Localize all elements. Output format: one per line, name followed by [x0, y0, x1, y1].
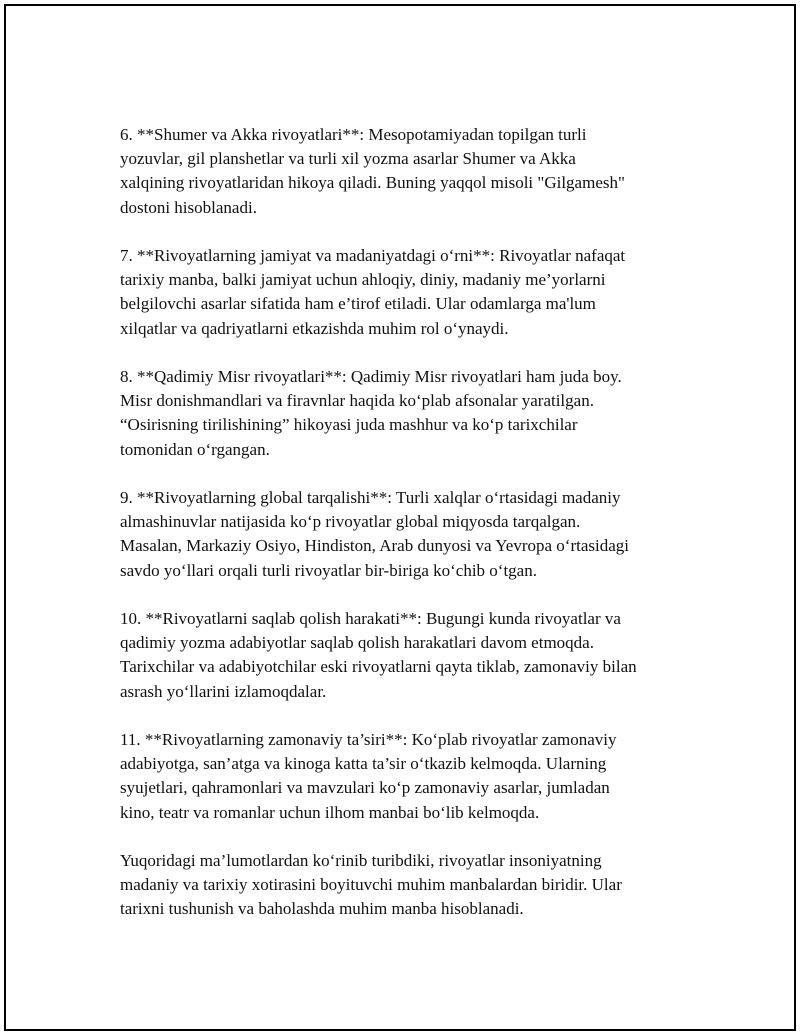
- paragraph-jamiyat-madaniyat: [120, 244, 690, 341]
- text-line: 7. **Rivoyatlarning jamiyat va madaniyatdagi o‘rni**: Rivoyatlar nafaqat: [120, 246, 626, 265]
- text-line: 8. **Qadimiy Misr rivoyatlari**: Qadimiy Misr rivoyatlari ham juda boy.: [120, 367, 622, 386]
- text-line: 10. **Rivoyatlarni saqlab qolish harakati**: Bugungi kunda rivoyatlar va: [120, 609, 621, 628]
- text-line: 9. **Rivoyatlarning global tarqalishi**: Turli xalqlar o‘rtasidagi madaniy: [120, 488, 621, 507]
- paragraph-zamonaviy-tasir: [120, 728, 690, 825]
- text-line: syujetlari, qahramonlari va mavzulari ko‘p zamonaviy asarlar, jumladan: [120, 778, 610, 798]
- text-line: xalqining rivoyatlaridan hikoya qiladi. Buning yaqqol misoli "Gilgamesh": [120, 173, 625, 193]
- paragraph-misr: [120, 365, 690, 462]
- text-line: tomonidan o‘rgangan.: [120, 439, 270, 459]
- paragraph-conclusion: [120, 849, 690, 922]
- text-line: 6. **Shumer va Akka rivoyatlari**: Mesopotamiyadan topilgan turli: [120, 125, 587, 144]
- text-line: savdo yo‘llari orqali turli rivoyatlar bir-biriga ko‘chib o‘tgan.: [120, 560, 537, 580]
- text-line: Tarixchilar va adabiyotchilar eski rivoyatlarni qayta tiklab, zamonaviy bilan: [120, 657, 637, 677]
- text-line: Yuqoridagi ma’lumotlardan ko‘rinib turibdiki, rivoyatlar insoniyatning: [120, 851, 602, 870]
- text-line: Masalan, Markaziy Osiyo, Hindiston, Arab dunyosi va Yevropa o‘rtasidagi: [120, 536, 629, 556]
- text-line: belgilovchi asarlar sifatida ham e’tirof etiladi. Ular odamlarga ma'lum: [120, 294, 596, 314]
- text-line: tarixiy manba, balki jamiyat uchun ahloqiy, diniy, madaniy me’yorlarni: [120, 270, 606, 290]
- document-body: [120, 123, 690, 946]
- text-line: “Osirisning tirilishining” hikoyasi juda mashhur va ko‘p tarixchilar: [120, 415, 578, 435]
- paragraph-shumer-akka: [120, 123, 690, 220]
- text-line: xilqatlar va qadriyatlarni etkazishda muhim rol o‘ynaydi.: [120, 318, 509, 338]
- text-line: madaniy va tarixiy xotirasini boyituvchi muhim manbalardan biridir. Ular: [120, 875, 622, 895]
- text-line: almashinuvlar natijasida ko‘p rivoyatlar global miqyosda tarqalgan.: [120, 512, 581, 532]
- text-line: tarixni tushunish va baholashda muhim manba hisoblanadi.: [120, 899, 524, 919]
- text-line: adabiyotga, san’atga va kinoga katta ta’sir o‘tkazib kelmoqda. Ularning: [120, 754, 607, 774]
- document-page: [4, 4, 796, 1031]
- text-line: 11. **Rivoyatlarning zamonaviy ta’siri**: Ko‘plab rivoyatlar zamonaviy: [120, 730, 617, 749]
- text-line: yozuvlar, gil planshetlar va turli xil yozma asarlar Shumer va Akka: [120, 149, 576, 169]
- text-line: kino, teatr va romanlar uchun ilhom manbai bo‘lib kelmoqda.: [120, 802, 540, 822]
- text-line: dostoni hisoblanadi.: [120, 197, 257, 217]
- text-line: qadimiy yozma adabiyotlar saqlab qolish harakatlari davom etmoqda.: [120, 633, 594, 653]
- text-line: asrash yo‘llarini izlamoqdalar.: [120, 681, 327, 701]
- text-line: Misr donishmandlari va firavnlar haqida ko‘plab afsonalar yaratilgan.: [120, 391, 594, 411]
- paragraph-global-tarqalish: [120, 486, 690, 583]
- paragraph-saqlab-qolish: [120, 607, 690, 704]
